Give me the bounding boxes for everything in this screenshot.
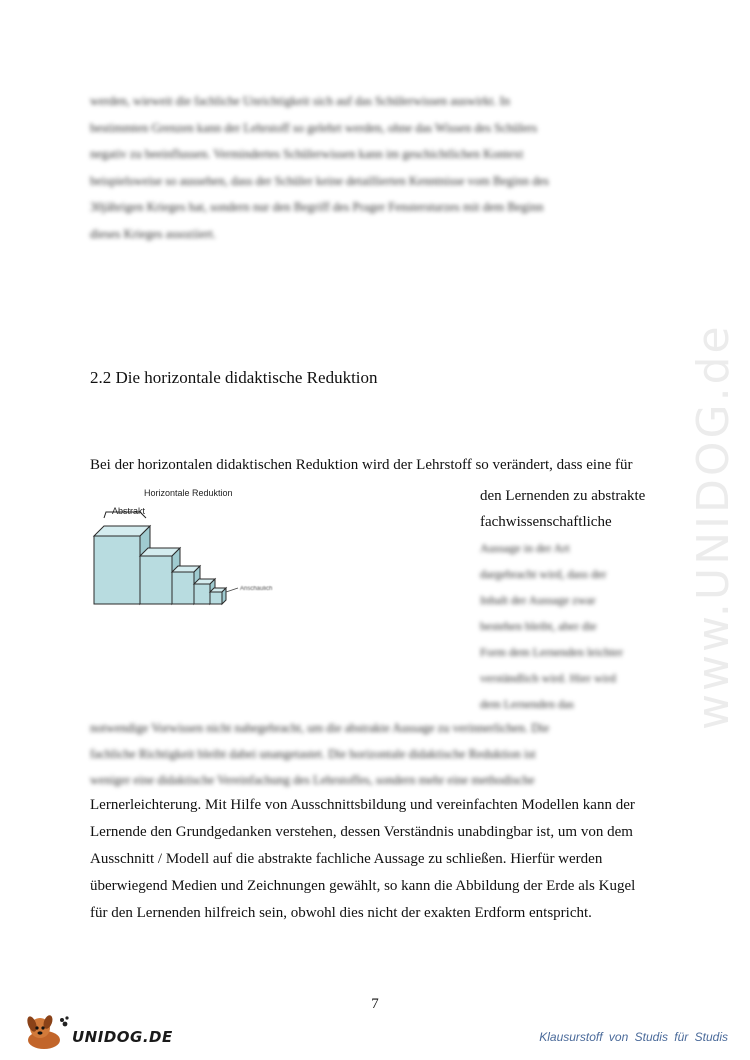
figure-label-abstrakt: Abstrakt (112, 506, 146, 516)
text-line: überwiegend Medien und Zeichnungen gewählt, so kann die Abbildung der Erde als Kugel (90, 878, 636, 894)
staircase-diagram (92, 484, 322, 614)
horizontal-reduction-figure (92, 484, 322, 614)
text-line: Lernende den Grundgedanken verstehen, dessen Verständnis unabdingbar ist, um von dem (90, 824, 633, 840)
section-heading: 2.2 Die horizontale didaktische Reduktion (90, 368, 378, 387)
text-line: für den Lernenden hilfreich sein, obwohl dies nicht der exakten Erdform entspricht. (90, 905, 592, 921)
footer-tagline: Klausurstoff von Studis für Studis (539, 1030, 728, 1044)
text-line: fachliche Richtigkeit bleibt dabei unangetastet. Die horizontale didaktische Reduktion ist (90, 747, 536, 761)
middle-blurred-paragraph (90, 715, 660, 793)
block-3-front (172, 572, 194, 604)
side-column-text (480, 483, 665, 717)
text-line: Ausschnitt / Modell auf die abstrakte fachliche Aussage zu schließen. Hierfür werden (90, 851, 603, 867)
text-line: Aussage in der Art (480, 541, 570, 555)
text-line: Inhalt der Aussage zwar (480, 593, 596, 607)
text-line: werden, wieweit die fachliche Unrichtigkeit sich auf das Schülerwissen auswirkt. In (90, 94, 511, 108)
block-5-front (210, 592, 222, 604)
text-line: den Lernenden zu abstrakte (480, 488, 646, 504)
text-line: weniger eine didaktische Vereinfachung des Lehrstoffes, sondern mehr eine methodische (90, 773, 535, 787)
text-line: dargebracht wird, dass der (480, 567, 607, 581)
text-line: fachwissenschaftliche (480, 514, 612, 530)
anschaulich-pointer (226, 588, 238, 592)
text-line: beispielsweise so aussehen, dass der Schüler keine detaillierten Kenntnisse vom Beginn des (90, 173, 549, 188)
text-line: verständlich wird. Hier wird (480, 671, 616, 685)
unidog-logo (22, 1010, 173, 1052)
text-line: Lernerleichterung. Mit Hilfe von Ausschnittsbildung und vereinfachten Modellen kann der (90, 797, 635, 813)
block-2-front (140, 556, 172, 604)
text-line: dieses Krieges assoziiert. (90, 226, 217, 241)
text-line: dem Lernenden das (480, 697, 574, 711)
logo-text: UNIDOG.DE (72, 1028, 173, 1046)
dog-icon (22, 1010, 72, 1052)
text-line: bestehen bleibt, aber die (480, 619, 597, 633)
block-1-front (94, 536, 140, 604)
figure-title: Horizontale Reduktion (144, 488, 233, 498)
block-4-front (194, 584, 210, 604)
clear-paragraph (90, 792, 670, 927)
top-paragraph (90, 88, 660, 247)
text-line: 30jährigen Krieges hat, sondern nur den Begriff des Prager Fenstersturzes mit dem Beginn (90, 200, 544, 214)
page-number: 7 (371, 996, 379, 1012)
text-line: negativ zu beeinflussen. Vermindertes Schülerwissen kann im geschichtlichen Kontext (90, 147, 524, 161)
watermark: www.UNIDOG.de (688, 323, 739, 730)
text-line: Form dem Lernenden leichter (480, 645, 623, 659)
figure-label-anschaulich: Anschaulich (240, 586, 273, 592)
text-line: bestimmten Grenzen kann der Lehrstoff so gelehrt werden, ohne das Wissen des Schülers (90, 120, 538, 135)
intro-line: Bei der horizontalen didaktischen Reduktion wird der Lehrstoff so verändert, dass eine für (90, 457, 633, 473)
text-line: notwendige Vorwissen nicht nahegebracht, um die abstrakte Aussage zu verinnerlichen. Die (90, 721, 550, 735)
